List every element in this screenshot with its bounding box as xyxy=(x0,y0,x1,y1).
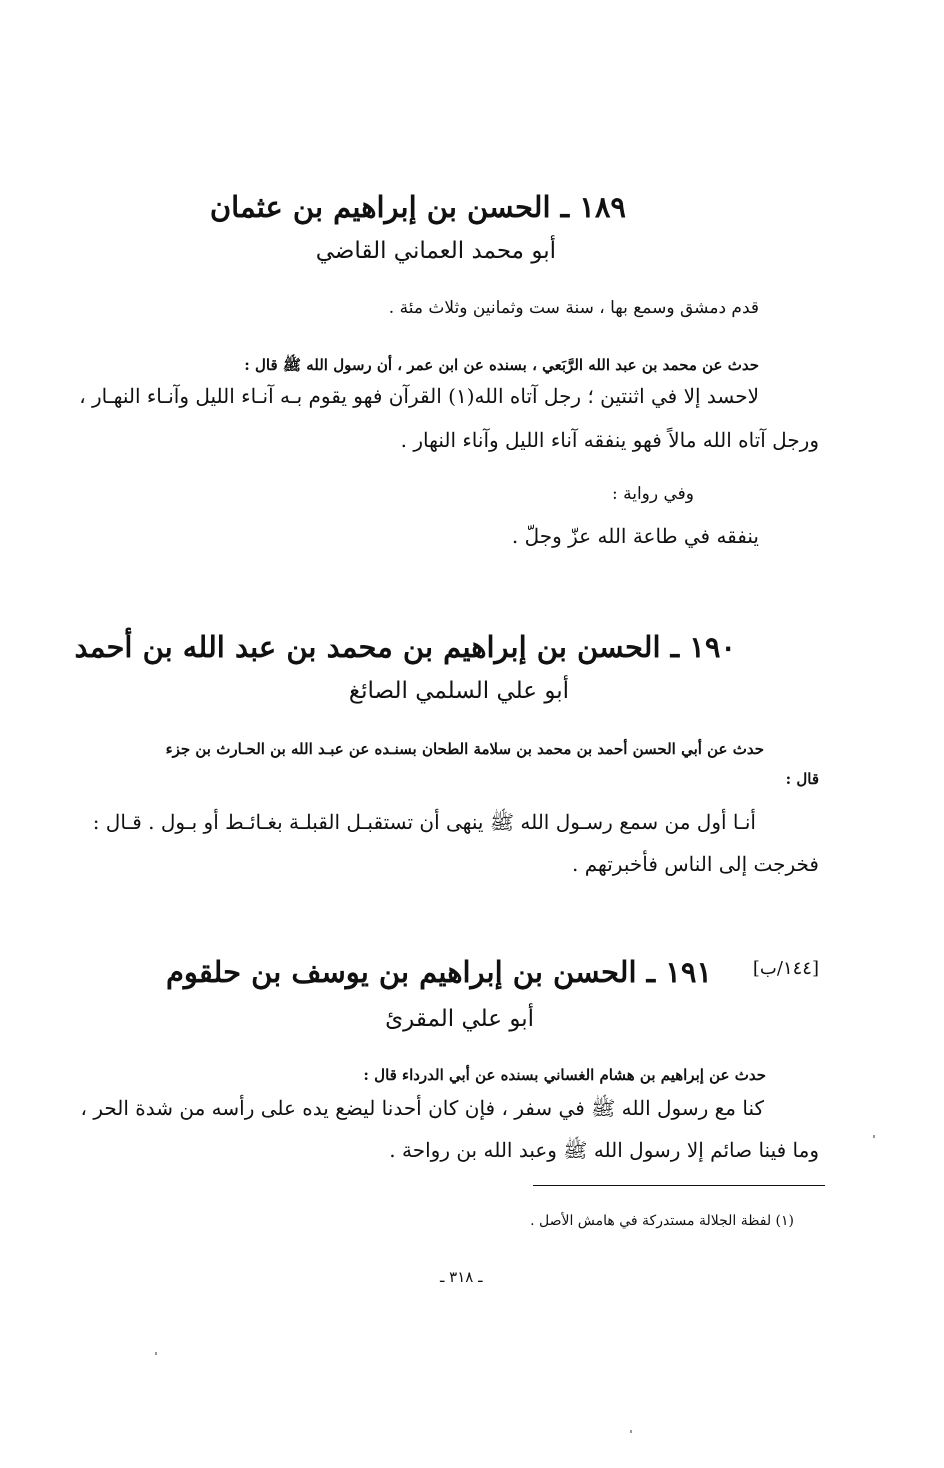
footnote-rule xyxy=(533,1185,825,1186)
entry-190-text-line-2: فخرجت إلى الناس فأخبرتهم . xyxy=(572,852,819,876)
footnote: (١) لفظة الجلالة مستدركة في هامش الأصل . xyxy=(530,1213,794,1229)
entry-190-isnad-line-1: حدث عن أبي الحسن أحمد بن محمد بن سلامة الطحان بسنـده عن عبـد الله بن الحـارث بن جزء xyxy=(165,740,764,758)
scan-speck xyxy=(630,1430,632,1433)
entry-189-isnad: حدث عن محمد بن عبد الله الرَّبَعي ، بسنده عن ابن عمر ، أن رسول الله ﷺ قال : xyxy=(244,356,759,374)
entry-189-subtitle: أبو محمد العماني القاضي xyxy=(315,238,556,264)
entry-189-title: ١٨٩ ـ الحسن بن إبراهيم بن عثمان xyxy=(209,190,626,224)
entry-191-isnad: حدث عن إبراهيم بن هشام الغساني بسنده عن أبي الدرداء قال : xyxy=(363,1066,766,1084)
entry-191-text-line-1: كنا مع رسول الله ﷺ في سفر ، فإن كان أحدنا ليضع يده على رأسه من شدة الحر ، xyxy=(80,1096,764,1120)
page-number: ـ ٣١٨ ـ xyxy=(440,1268,483,1286)
entry-190-isnad-line-2: قال : xyxy=(785,770,819,788)
entry-189-text-line-1: لاحسد إلا في اثنتين ؛ رجل آتاه الله(١) القرآن فهو يقوم بـه آنـاء الليل وآنـاء النهـار ، xyxy=(79,384,759,408)
entry-190-title: ١٩٠ ـ الحسن بن إبراهيم بن محمد بن عبد الله بن أحمد xyxy=(74,630,736,664)
entry-191-subtitle: أبو علي المقرئ xyxy=(385,1006,534,1032)
manuscript-folio-ref: [١٤٤/ب] xyxy=(752,958,819,979)
entry-189-intro: قدم دمشق وسمع بها ، سنة ست وثمانين وثلاث مئة . xyxy=(388,298,759,318)
entry-189-text-line-2: ورجل آتاه الله مالاً فهو ينفقه آناء الليل وآناء النهار . xyxy=(400,428,819,452)
entry-189-riwaya-text: ينفقه في طاعة الله عزّ وجلّ . xyxy=(511,524,759,548)
scan-speck xyxy=(155,1352,157,1355)
scan-speck xyxy=(873,1135,875,1138)
entry-190-text-line-1: أنـا أول من سمع رسـول الله ﷺ ينهى أن تستقبـل القبلـة بغـائـط أو بـول . قـال : xyxy=(92,810,756,834)
entry-190-subtitle: أبو علي السلمي الصائغ xyxy=(348,678,569,704)
entry-189-riwaya-label: وفي رواية : xyxy=(611,484,694,504)
entry-191-title: ١٩١ ـ الحسن بن إبراهيم بن يوسف بن حلقوم xyxy=(165,955,712,989)
entry-191-text-line-2: وما فينا صائم إلا رسول الله ﷺ وعبد الله بن رواحة . xyxy=(389,1138,819,1162)
